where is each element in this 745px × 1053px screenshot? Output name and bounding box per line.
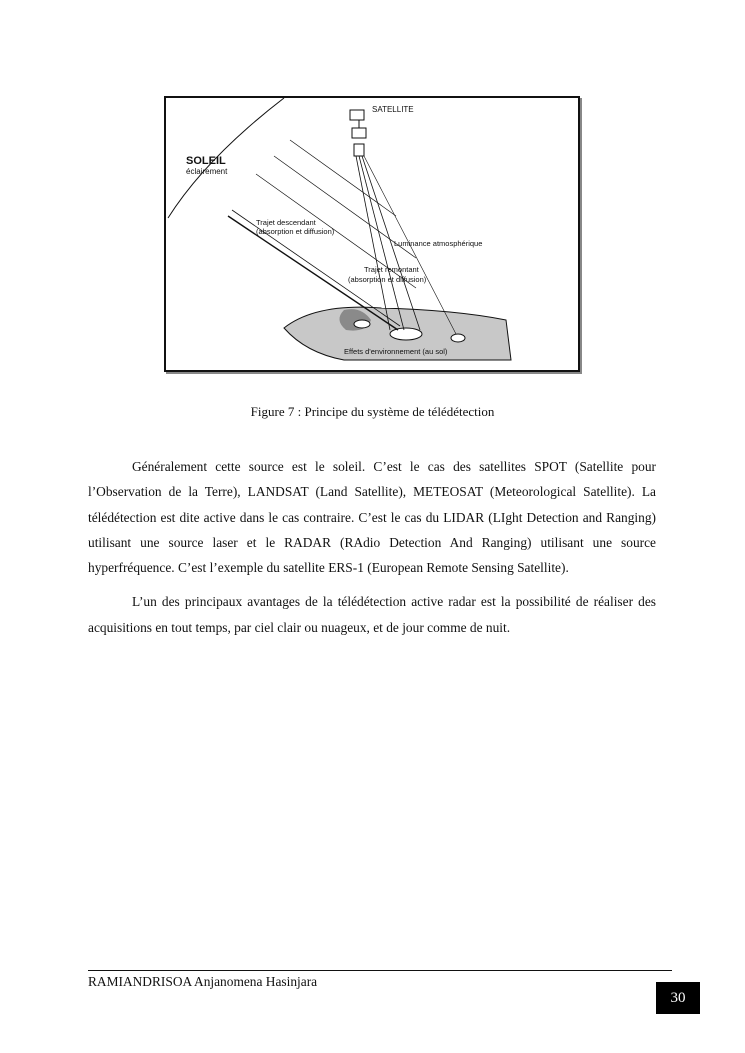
remote-sensing-figure [164,96,580,372]
paragraph: L’un des principaux avantages de la télédétection active radar est la possibilité de réaliser des acquisitions en tout temps, par ciel clair ou nuageux, et de jour comme de nuit. [88,594,656,635]
ground-spot-left [354,320,370,328]
figure-caption: Figure 7 : Principe du système de télédétection [250,404,495,419]
footer-divider [88,970,672,971]
satellite-sensor [354,144,364,156]
target-area [390,328,422,340]
satellite-panel [350,110,364,120]
atmo-luminance-label: Luminance atmosphérique [394,239,483,248]
down-path-label: Trajet descendant [256,218,316,227]
remote-sensing-diagram [166,98,578,370]
up-path-sublabel: (absorption et diffusion) [348,275,427,284]
paragraph: Généralement cette source est le soleil. C’est le cas des satellites SPOT (Satellite pour l’Observation de la Terre), LANDSAT (Land Satellite), METEOSAT (Meteorological Satellite). La télédétection est dite active dans le cas contraire. C’est le cas du LIDAR (LIght Detection and Ranging) utilisant une source laser et le RADAR (RAdio Detection And Ranging) utilisant une source hyperfréquence. C’est l’exemple du satellite ERS-1 (European Remote Sensing Satellite). [88,459,656,576]
down-path-sublabel: (absorption et diffusion) [256,227,335,236]
sun-label: SOLEIL [186,155,226,167]
footer-author: RAMIANDRISOA Anjanomena Hasinjara [88,974,318,989]
sun-ray [290,140,396,216]
satellite-label: SATELLITE [372,105,414,114]
ground-spot-right [451,334,465,342]
sun-sublabel: éclairement [186,167,228,176]
up-path-label: Trajet remontant [364,265,419,274]
body-text [88,454,656,649]
env-effects-label: Effets d'environnement (au sol) [344,347,448,356]
upward-ray [356,156,390,330]
satellite-body [352,128,366,138]
page-number: 30 [656,982,700,1014]
